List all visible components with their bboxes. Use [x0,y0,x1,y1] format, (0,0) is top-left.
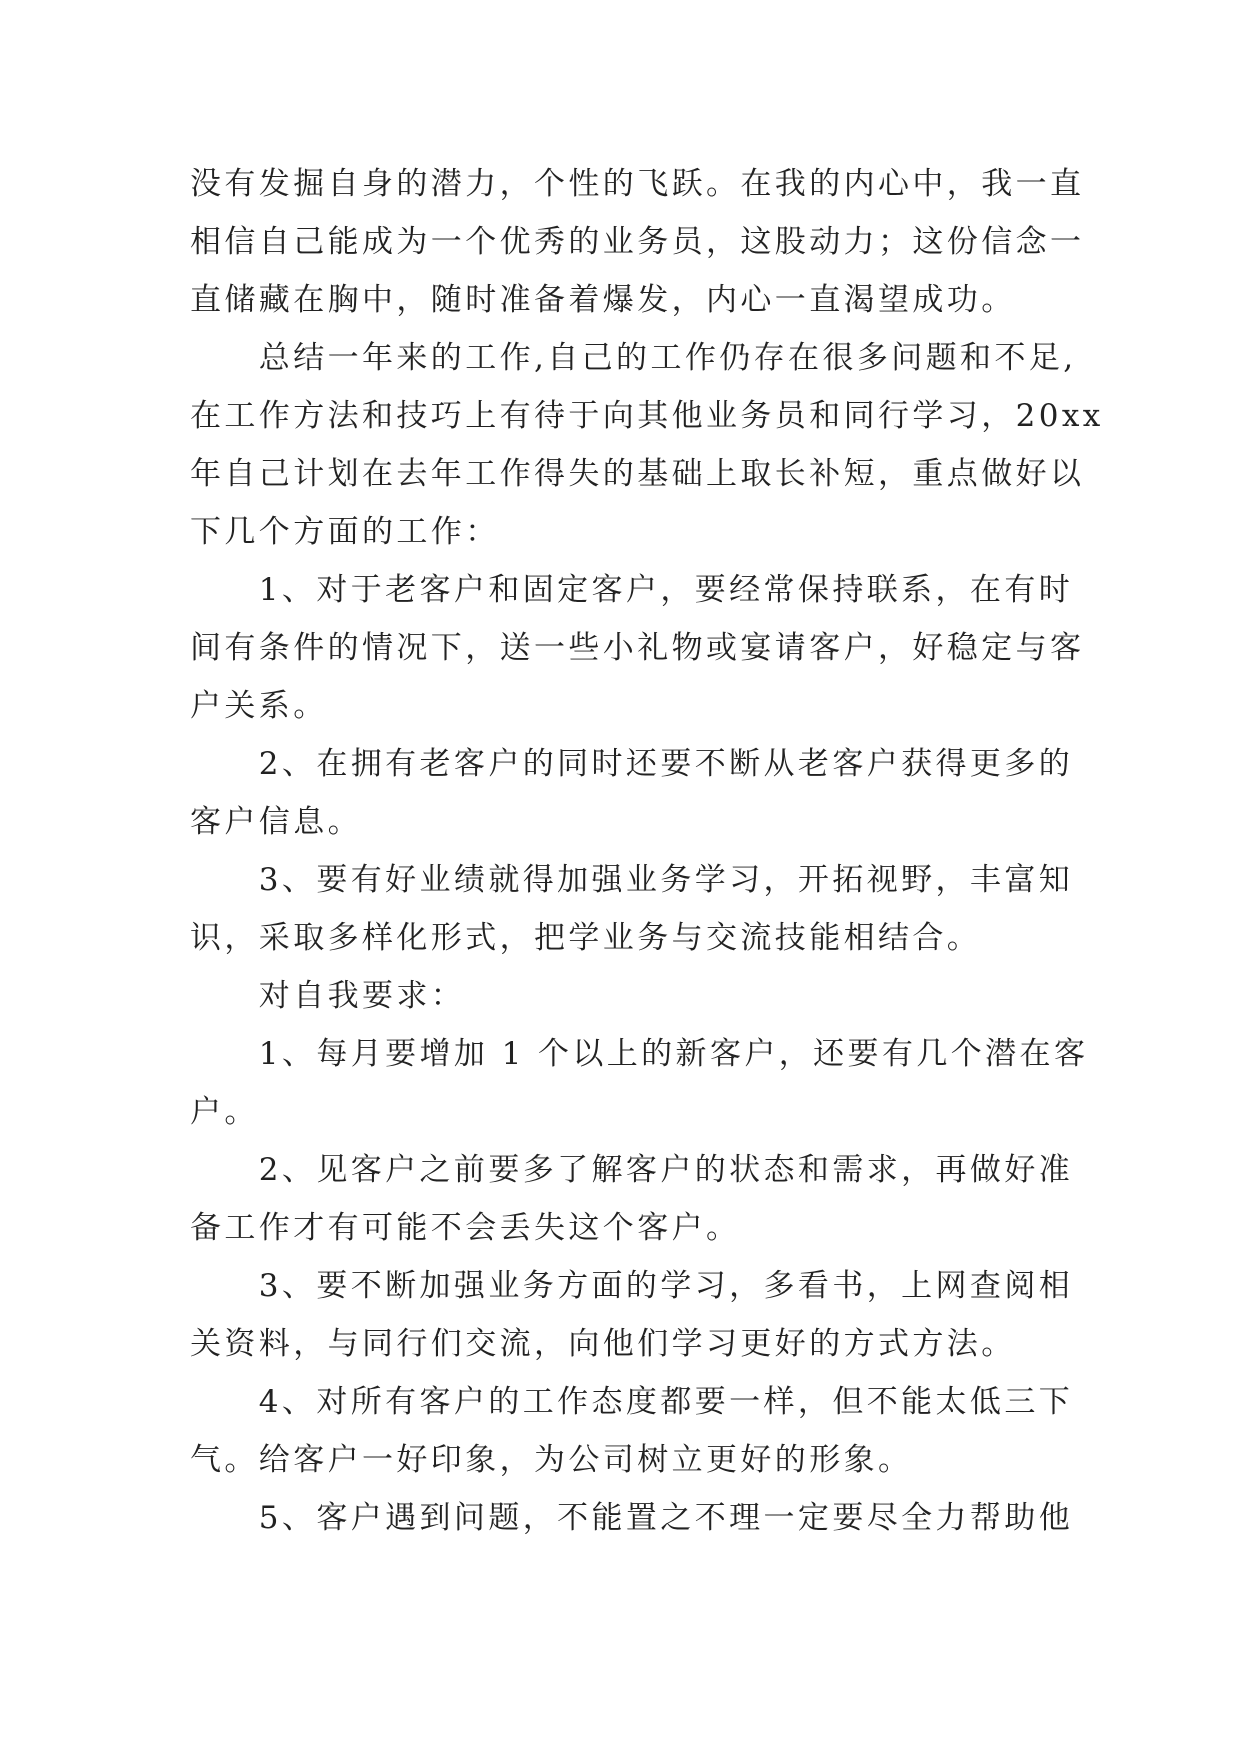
text-line: 2、见客户之前要多了解客户的状态和需求，再做好准 [190,1152,1074,1188]
text-line: 关资料，与同行们交流，向他们学习更好的方式方法。 [190,1326,1016,1362]
text-line: 客户信息。 [190,804,362,840]
text-line: 户关系。 [190,688,328,724]
text-line: 对自我要求： [190,978,466,1014]
document-body [190,155,1104,1547]
text-line: 备工作才有可能不会丢失这个客户。 [190,1210,741,1246]
text-line: 1、对于老客户和固定客户，要经常保持联系，在有时 [190,572,1074,608]
text-line: 5、客户遇到问题，不能置之不理一定要尽全力帮助他 [190,1500,1074,1536]
text-line: 间有条件的情况下，送一些小礼物或宴请客户，好稳定与客 [190,630,1085,666]
text-line: 户。 [190,1094,259,1130]
text-line: 下几个方面的工作： [190,514,500,550]
text-line: 识，采取多样化形式，把学业务与交流技能相结合。 [190,920,982,956]
text-line: 直储藏在胸中，随时准备着爆发，内心一直渴望成功。 [190,282,1016,318]
text-line: 总结一年来的工作,自己的工作仍存在很多问题和不足, [190,340,1077,376]
text-line: 3、要有好业绩就得加强业务学习，开拓视野，丰富知 [190,862,1074,898]
text-line: 年自己计划在去年工作得失的基础上取长补短，重点做好以 [190,456,1085,492]
text-line: 4、对所有客户的工作态度都要一样，但不能太低三下 [190,1384,1074,1420]
text-line: 没有发掘自身的潜力，个性的飞跃。在我的内心中，我一直 [190,166,1085,202]
text-line: 3、要不断加强业务方面的学习，多看书，上网查阅相 [190,1268,1074,1304]
text-line: 相信自己能成为一个优秀的业务员，这股动力；这份信念一 [190,224,1085,260]
text-line: 气。给客户一好印象，为公司树立更好的形象。 [190,1442,913,1478]
text-line: 2、在拥有老客户的同时还要不断从老客户获得更多的 [190,746,1074,782]
text-line: 在工作方法和技巧上有待于向其他业务员和同行学习，20xx [190,398,1104,434]
text-line: 1、每月要增加 1 个以上的新客户，还要有几个潜在客 [190,1036,1089,1072]
